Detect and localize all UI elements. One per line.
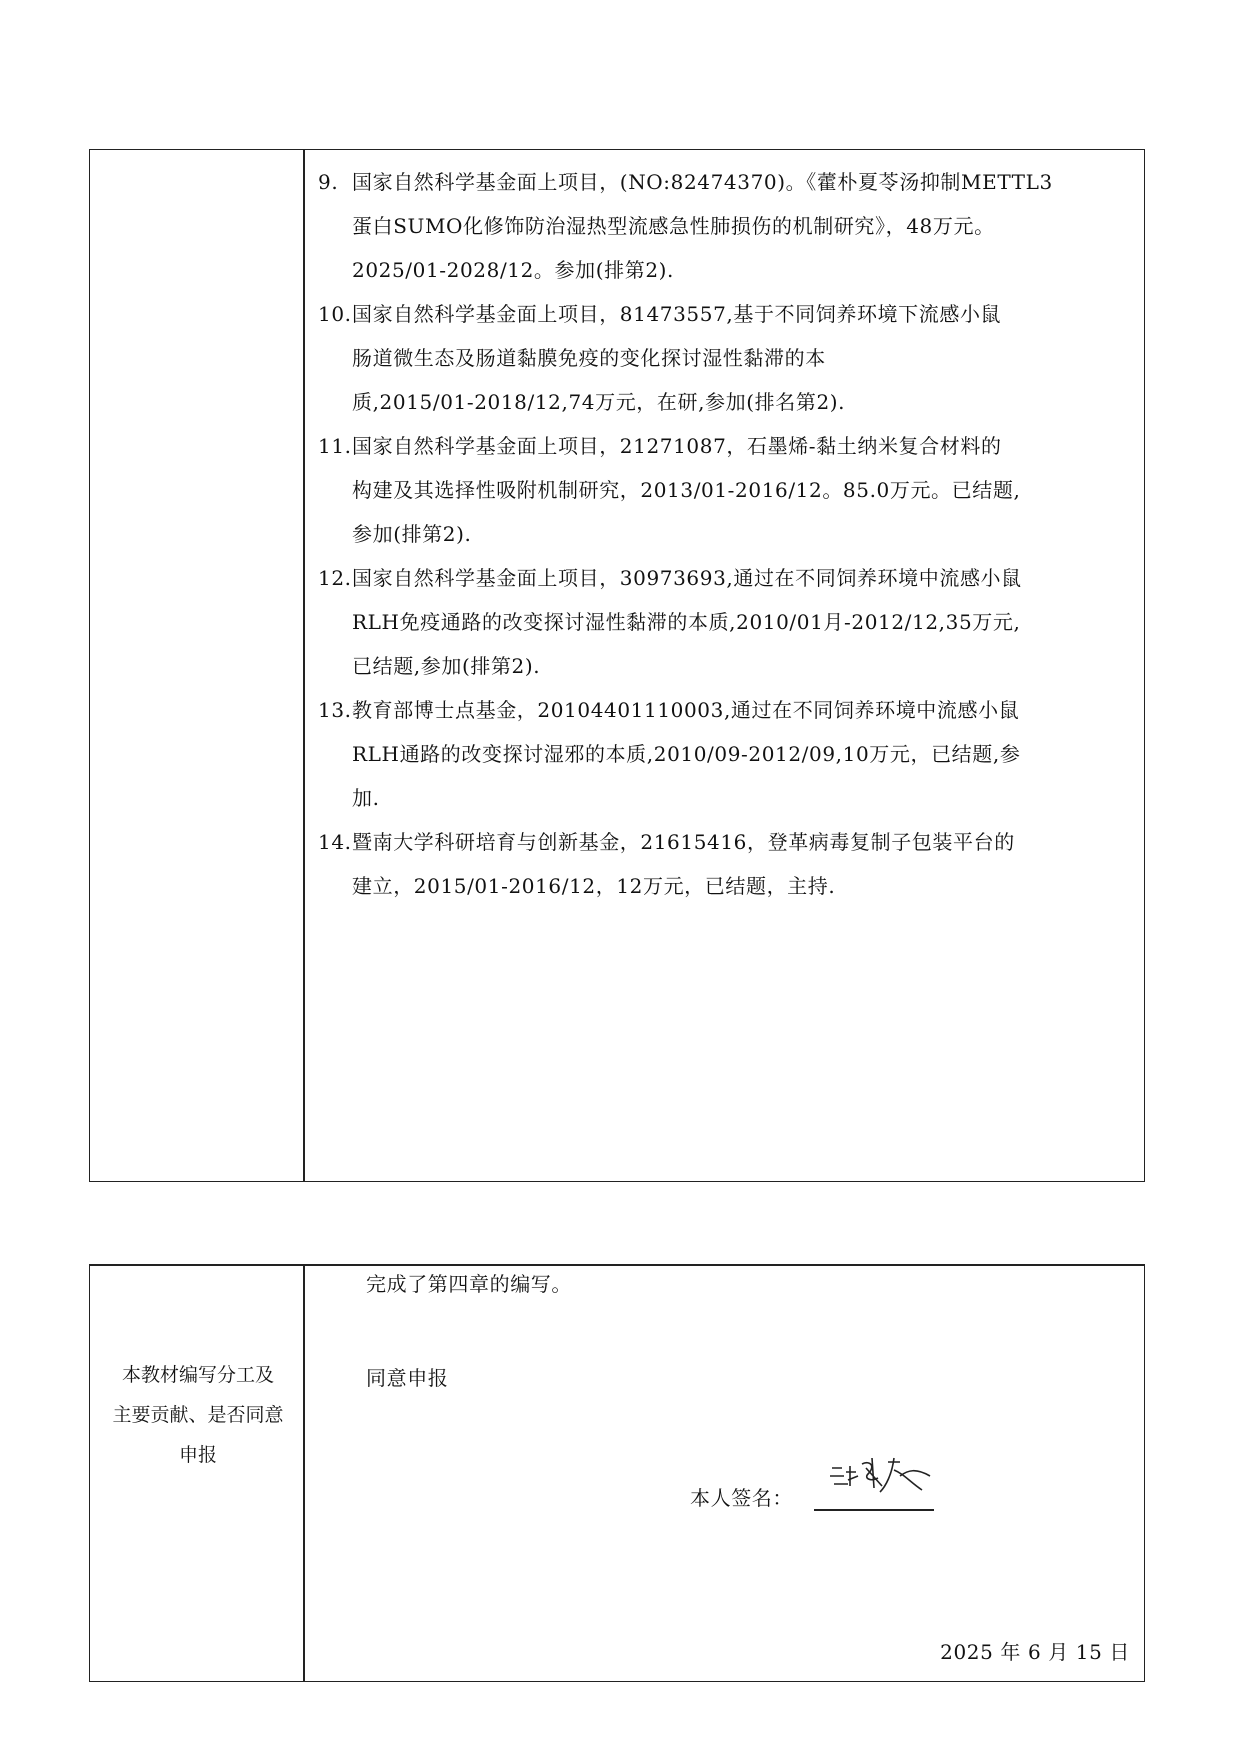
row-label-line: 主要贡献、是否同意 xyxy=(112,1404,284,1426)
row-label xyxy=(100,1355,296,1475)
project-item xyxy=(318,160,1138,292)
project-number: 9. xyxy=(318,170,339,194)
project-line: 国家自然科学基金面上项目，30973693,通过在不同饲养环境中流感小鼠 xyxy=(352,566,1022,590)
contribution-text: 完成了第四章的编写。 xyxy=(366,1272,572,1296)
project-item xyxy=(318,556,1138,688)
signature-line xyxy=(814,1509,934,1511)
project-line: 国家自然科学基金面上项目，81473557,基于不同饲养环境下流感小鼠 xyxy=(352,302,1002,326)
project-line: 国家自然科学基金面上项目，(NO:82474370)。《藿朴夏苓汤抑制METTL3 xyxy=(352,170,1053,194)
project-number: 11. xyxy=(318,434,352,458)
project-number: 12. xyxy=(318,566,352,590)
column-divider xyxy=(303,149,305,1182)
project-number: 10. xyxy=(318,302,352,326)
project-item xyxy=(318,424,1138,556)
project-line: 加. xyxy=(352,786,380,810)
row-label-line: 本教材编写分工及 xyxy=(121,1364,274,1386)
project-line: 国家自然科学基金面上项目，21271087，石墨烯-黏土纳米复合材料的 xyxy=(352,434,1002,458)
project-item xyxy=(318,688,1138,820)
project-line: 构建及其选择性吸附机制研究，2013/01-2016/12。85.0万元。已结题, xyxy=(352,478,1021,502)
project-number: 13. xyxy=(318,698,352,722)
signature-label: 本人签名： xyxy=(690,1486,793,1510)
project-list xyxy=(318,160,1138,908)
project-line: 建立，2015/01-2016/12，12万元，已结题，主持. xyxy=(352,874,836,898)
column-divider-lower xyxy=(303,1264,305,1682)
row-label-line: 申报 xyxy=(178,1444,217,1466)
project-line: 蛋白SUMO化修饰防治湿热型流感急性肺损伤的机制研究》，48万元。 xyxy=(352,214,995,238)
project-line: 参加(排第2). xyxy=(352,522,472,546)
project-line: 质,2015/01-2018/12,74万元，在研,参加(排名第2). xyxy=(352,390,846,414)
project-line: 暨南大学科研培育与创新基金，21615416，登革病毒复制子包装平台的 xyxy=(352,830,1015,854)
project-line: RLH通路的改变探讨湿邪的本质,2010/09-2012/09,10万元，已结题,参 xyxy=(352,742,1021,766)
project-item xyxy=(318,820,1138,908)
handwritten-signature xyxy=(826,1446,936,1502)
project-number: 14. xyxy=(318,830,352,854)
row-divider xyxy=(89,1264,1145,1266)
date: 2025 年 6 月 15 日 xyxy=(940,1640,1130,1664)
agree-text: 同意申报 xyxy=(366,1366,449,1390)
project-item xyxy=(318,292,1138,424)
project-line: RLH免疫通路的改变探讨湿性黏滞的本质,2010/01月-2012/12,35万元, xyxy=(352,610,1021,634)
project-line: 肠道微生态及肠道黏膜免疫的变化探讨湿性黏滞的本 xyxy=(352,346,826,370)
project-line: 已结题,参加(排第2). xyxy=(352,654,541,678)
project-line: 教育部博士点基金，20104401110003,通过在不同饲养环境中流感小鼠 xyxy=(352,698,1020,722)
project-line: 2025/01-2028/12。参加(排第2). xyxy=(352,258,675,282)
